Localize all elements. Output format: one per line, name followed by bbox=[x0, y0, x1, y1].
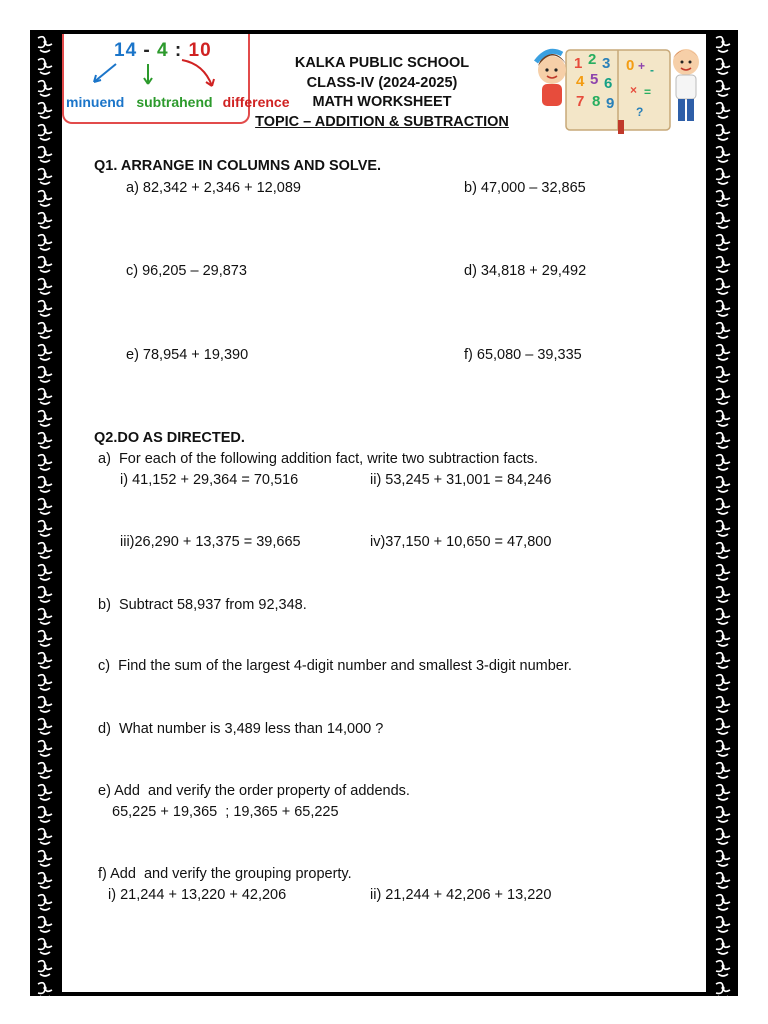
border-swirl-icon bbox=[716, 477, 730, 492]
border-swirl-icon bbox=[38, 785, 52, 800]
border-swirl-icon bbox=[38, 455, 52, 470]
border-swirl-icon bbox=[716, 741, 730, 756]
border-swirl-icon bbox=[716, 389, 730, 404]
border-swirl-icon bbox=[716, 961, 730, 976]
border-swirl-icon bbox=[716, 785, 730, 800]
border-swirl-icon bbox=[38, 873, 52, 888]
border-swirl-icon bbox=[38, 543, 52, 558]
border-swirl-icon bbox=[38, 367, 52, 382]
q2-f-item-ii: ii) 21,244 + 42,206 + 13,220 bbox=[370, 887, 552, 903]
border-swirl-icon bbox=[716, 59, 730, 74]
border-swirl-icon bbox=[716, 609, 730, 624]
border-swirl-icon bbox=[38, 565, 52, 580]
art-digit: 0 bbox=[626, 57, 635, 74]
border-swirl-icon bbox=[716, 631, 730, 646]
border-swirl-icon bbox=[716, 257, 730, 272]
q1-item-c: c) 96,205 – 29,873 bbox=[126, 263, 247, 279]
logo-difference-number: 10 bbox=[188, 40, 212, 61]
q2-b: b) Subtract 58,937 from 92,348. bbox=[98, 597, 307, 613]
border-swirl-icon bbox=[38, 345, 52, 360]
border-swirl-icon bbox=[38, 917, 52, 932]
art-digit: 6 bbox=[604, 75, 613, 92]
border-swirl-icon bbox=[38, 983, 52, 996]
q2-a-item-iii: iii)26,290 + 13,375 = 39,665 bbox=[120, 534, 301, 550]
border-swirl-icon bbox=[716, 873, 730, 888]
border-swirl-icon bbox=[38, 147, 52, 162]
page-border bbox=[30, 30, 738, 996]
logo-minus: - bbox=[137, 40, 158, 61]
q1-item-e: e) 78,954 + 19,390 bbox=[126, 347, 249, 363]
border-swirl-icon bbox=[38, 851, 52, 866]
border-swirl-icon bbox=[716, 763, 730, 778]
art-digit: ? bbox=[636, 105, 644, 119]
art-digit: 4 bbox=[576, 73, 585, 90]
minuend-logo bbox=[62, 34, 290, 124]
art-digit: 7 bbox=[576, 93, 585, 110]
border-swirl-icon bbox=[716, 939, 730, 954]
border-swirl-icon bbox=[716, 455, 730, 470]
border-swirl-icon bbox=[716, 917, 730, 932]
border-swirl-icon bbox=[38, 169, 52, 184]
border-swirl-icon bbox=[716, 851, 730, 866]
q2-f-item-i: i) 21,244 + 13,220 + 42,206 bbox=[108, 887, 287, 903]
q2-heading: Q2.DO AS DIRECTED. bbox=[94, 430, 245, 446]
q2-a-label: a) For each of the following addition fact, write two subtraction facts. bbox=[98, 451, 539, 467]
border-swirl-icon bbox=[38, 719, 52, 734]
border-swirl-icon bbox=[716, 323, 730, 338]
border-swirl-icon bbox=[716, 367, 730, 382]
border-swirl-icon bbox=[38, 631, 52, 646]
border-swirl-icon bbox=[716, 213, 730, 228]
label-subtrahend: subtrahend bbox=[136, 94, 213, 110]
decorative-border-left bbox=[30, 30, 60, 996]
art-digit: 2 bbox=[588, 51, 597, 68]
border-swirl-icon bbox=[716, 147, 730, 162]
logo-equation bbox=[114, 40, 212, 62]
border-swirl-icon bbox=[38, 521, 52, 536]
border-swirl-icon bbox=[38, 741, 52, 756]
q2-a-item-i: i) 41,152 + 29,364 = 70,516 bbox=[120, 472, 299, 488]
border-swirl-icon bbox=[716, 191, 730, 206]
q1-item-a: a) 82,342 + 2,346 + 12,089 bbox=[126, 180, 301, 196]
border-swirl-icon bbox=[38, 895, 52, 910]
border-swirl-icon bbox=[716, 521, 730, 536]
art-digit: 3 bbox=[602, 55, 611, 72]
border-swirl-icon bbox=[38, 257, 52, 272]
border-swirl-icon bbox=[716, 675, 730, 690]
border-swirl-icon bbox=[38, 587, 52, 602]
border-swirl-icon bbox=[716, 37, 730, 52]
school-name: KALKA PUBLIC SCHOOL bbox=[294, 55, 470, 71]
logo-minuend-number: 14 bbox=[114, 40, 138, 61]
art-digit: 1 bbox=[574, 55, 583, 72]
border-swirl-icon bbox=[716, 169, 730, 184]
border-swirl-icon bbox=[716, 697, 730, 712]
border-swirl-icon bbox=[38, 81, 52, 96]
border-swirl-icon bbox=[716, 983, 730, 996]
border-swirl-icon bbox=[38, 961, 52, 976]
border-swirl-icon bbox=[716, 807, 730, 822]
border-swirl-icon bbox=[38, 653, 52, 668]
class-label: CLASS-IV (2024-2025) bbox=[306, 74, 458, 91]
art-digit: + bbox=[638, 59, 646, 73]
border-swirl-icon bbox=[716, 125, 730, 140]
border-swirl-icon bbox=[716, 81, 730, 96]
border-swirl-icon bbox=[716, 235, 730, 250]
border-swirl-icon bbox=[716, 279, 730, 294]
border-swirl-icon bbox=[38, 323, 52, 338]
border-swirl-icon bbox=[716, 719, 730, 734]
border-swirl-icon bbox=[716, 345, 730, 360]
q2-d: d) What number is 3,489 less than 14,000 ? bbox=[98, 721, 384, 737]
border-swirl-icon bbox=[716, 301, 730, 316]
border-swirl-icon bbox=[716, 499, 730, 514]
border-swirl-icon bbox=[716, 411, 730, 426]
border-swirl-icon bbox=[38, 763, 52, 778]
border-swirl-icon bbox=[38, 477, 52, 492]
border-swirl-icon bbox=[38, 499, 52, 514]
kids-numbers-illustration-icon bbox=[526, 40, 704, 136]
q2-a-item-ii: ii) 53,245 + 31,001 = 84,246 bbox=[370, 472, 552, 488]
art-digit: - bbox=[650, 63, 654, 77]
worksheet-title: MATH WORKSHEET bbox=[312, 94, 452, 110]
border-swirl-icon bbox=[38, 59, 52, 74]
border-swirl-icon bbox=[38, 829, 52, 844]
art-digit: 5 bbox=[590, 71, 599, 88]
art-digit: × bbox=[630, 83, 638, 97]
border-swirl-icon bbox=[38, 939, 52, 954]
border-swirl-icon bbox=[716, 103, 730, 118]
q2-a-item-iv: iv)37,150 + 10,650 = 47,800 bbox=[370, 534, 552, 550]
border-swirl-icon bbox=[38, 191, 52, 206]
border-swirl-icon bbox=[38, 125, 52, 140]
q2-f-label: f) Add and verify the grouping property. bbox=[98, 866, 352, 882]
q2-e-expression: 65,225 + 19,365 ; 19,365 + 65,225 bbox=[112, 804, 339, 820]
logo-equals: : bbox=[168, 40, 189, 61]
border-swirl-icon bbox=[38, 213, 52, 228]
q1-heading: Q1. ARRANGE IN COLUMNS AND SOLVE. bbox=[94, 158, 382, 174]
border-swirl-icon bbox=[38, 103, 52, 118]
border-swirl-icon bbox=[38, 411, 52, 426]
logo-subtrahend-number: 4 bbox=[157, 40, 169, 61]
border-swirl-icon bbox=[38, 433, 52, 448]
label-minuend: minuend bbox=[66, 94, 125, 110]
border-swirl-icon bbox=[38, 609, 52, 624]
border-swirl-icon bbox=[38, 37, 52, 52]
border-swirl-icon bbox=[38, 301, 52, 316]
q2-c: c) Find the sum of the largest 4-digit number and smallest 3-digit number. bbox=[98, 658, 572, 674]
border-swirl-icon bbox=[38, 279, 52, 294]
q1-item-d: d) 34,818 + 29,492 bbox=[464, 263, 587, 279]
border-swirl-icon bbox=[716, 543, 730, 558]
art-digit: = bbox=[644, 85, 652, 99]
worksheet-page bbox=[62, 34, 706, 992]
border-swirl-icon bbox=[716, 587, 730, 602]
border-swirl-icon bbox=[38, 697, 52, 712]
q1-item-f: f) 65,080 – 39,335 bbox=[464, 347, 582, 363]
topic-title: TOPIC – ADDITION & SUBTRACTION bbox=[255, 113, 509, 130]
worksheet-header bbox=[242, 54, 522, 132]
border-swirl-icon bbox=[38, 235, 52, 250]
border-swirl-icon bbox=[38, 389, 52, 404]
border-swirl-icon bbox=[38, 675, 52, 690]
border-swirl-icon bbox=[716, 829, 730, 844]
border-swirl-icon bbox=[716, 653, 730, 668]
border-swirl-icon bbox=[716, 433, 730, 448]
label-difference: difference bbox=[222, 94, 290, 110]
decorative-border-right bbox=[708, 30, 738, 996]
q2-e-label: e) Add and verify the order property of addends. bbox=[98, 783, 410, 799]
art-digit: 9 bbox=[606, 95, 615, 112]
art-digit: 8 bbox=[592, 93, 601, 110]
border-swirl-icon bbox=[38, 807, 52, 822]
q1-item-b: b) 47,000 – 32,865 bbox=[464, 180, 586, 196]
border-swirl-icon bbox=[716, 895, 730, 910]
border-swirl-icon bbox=[716, 565, 730, 580]
